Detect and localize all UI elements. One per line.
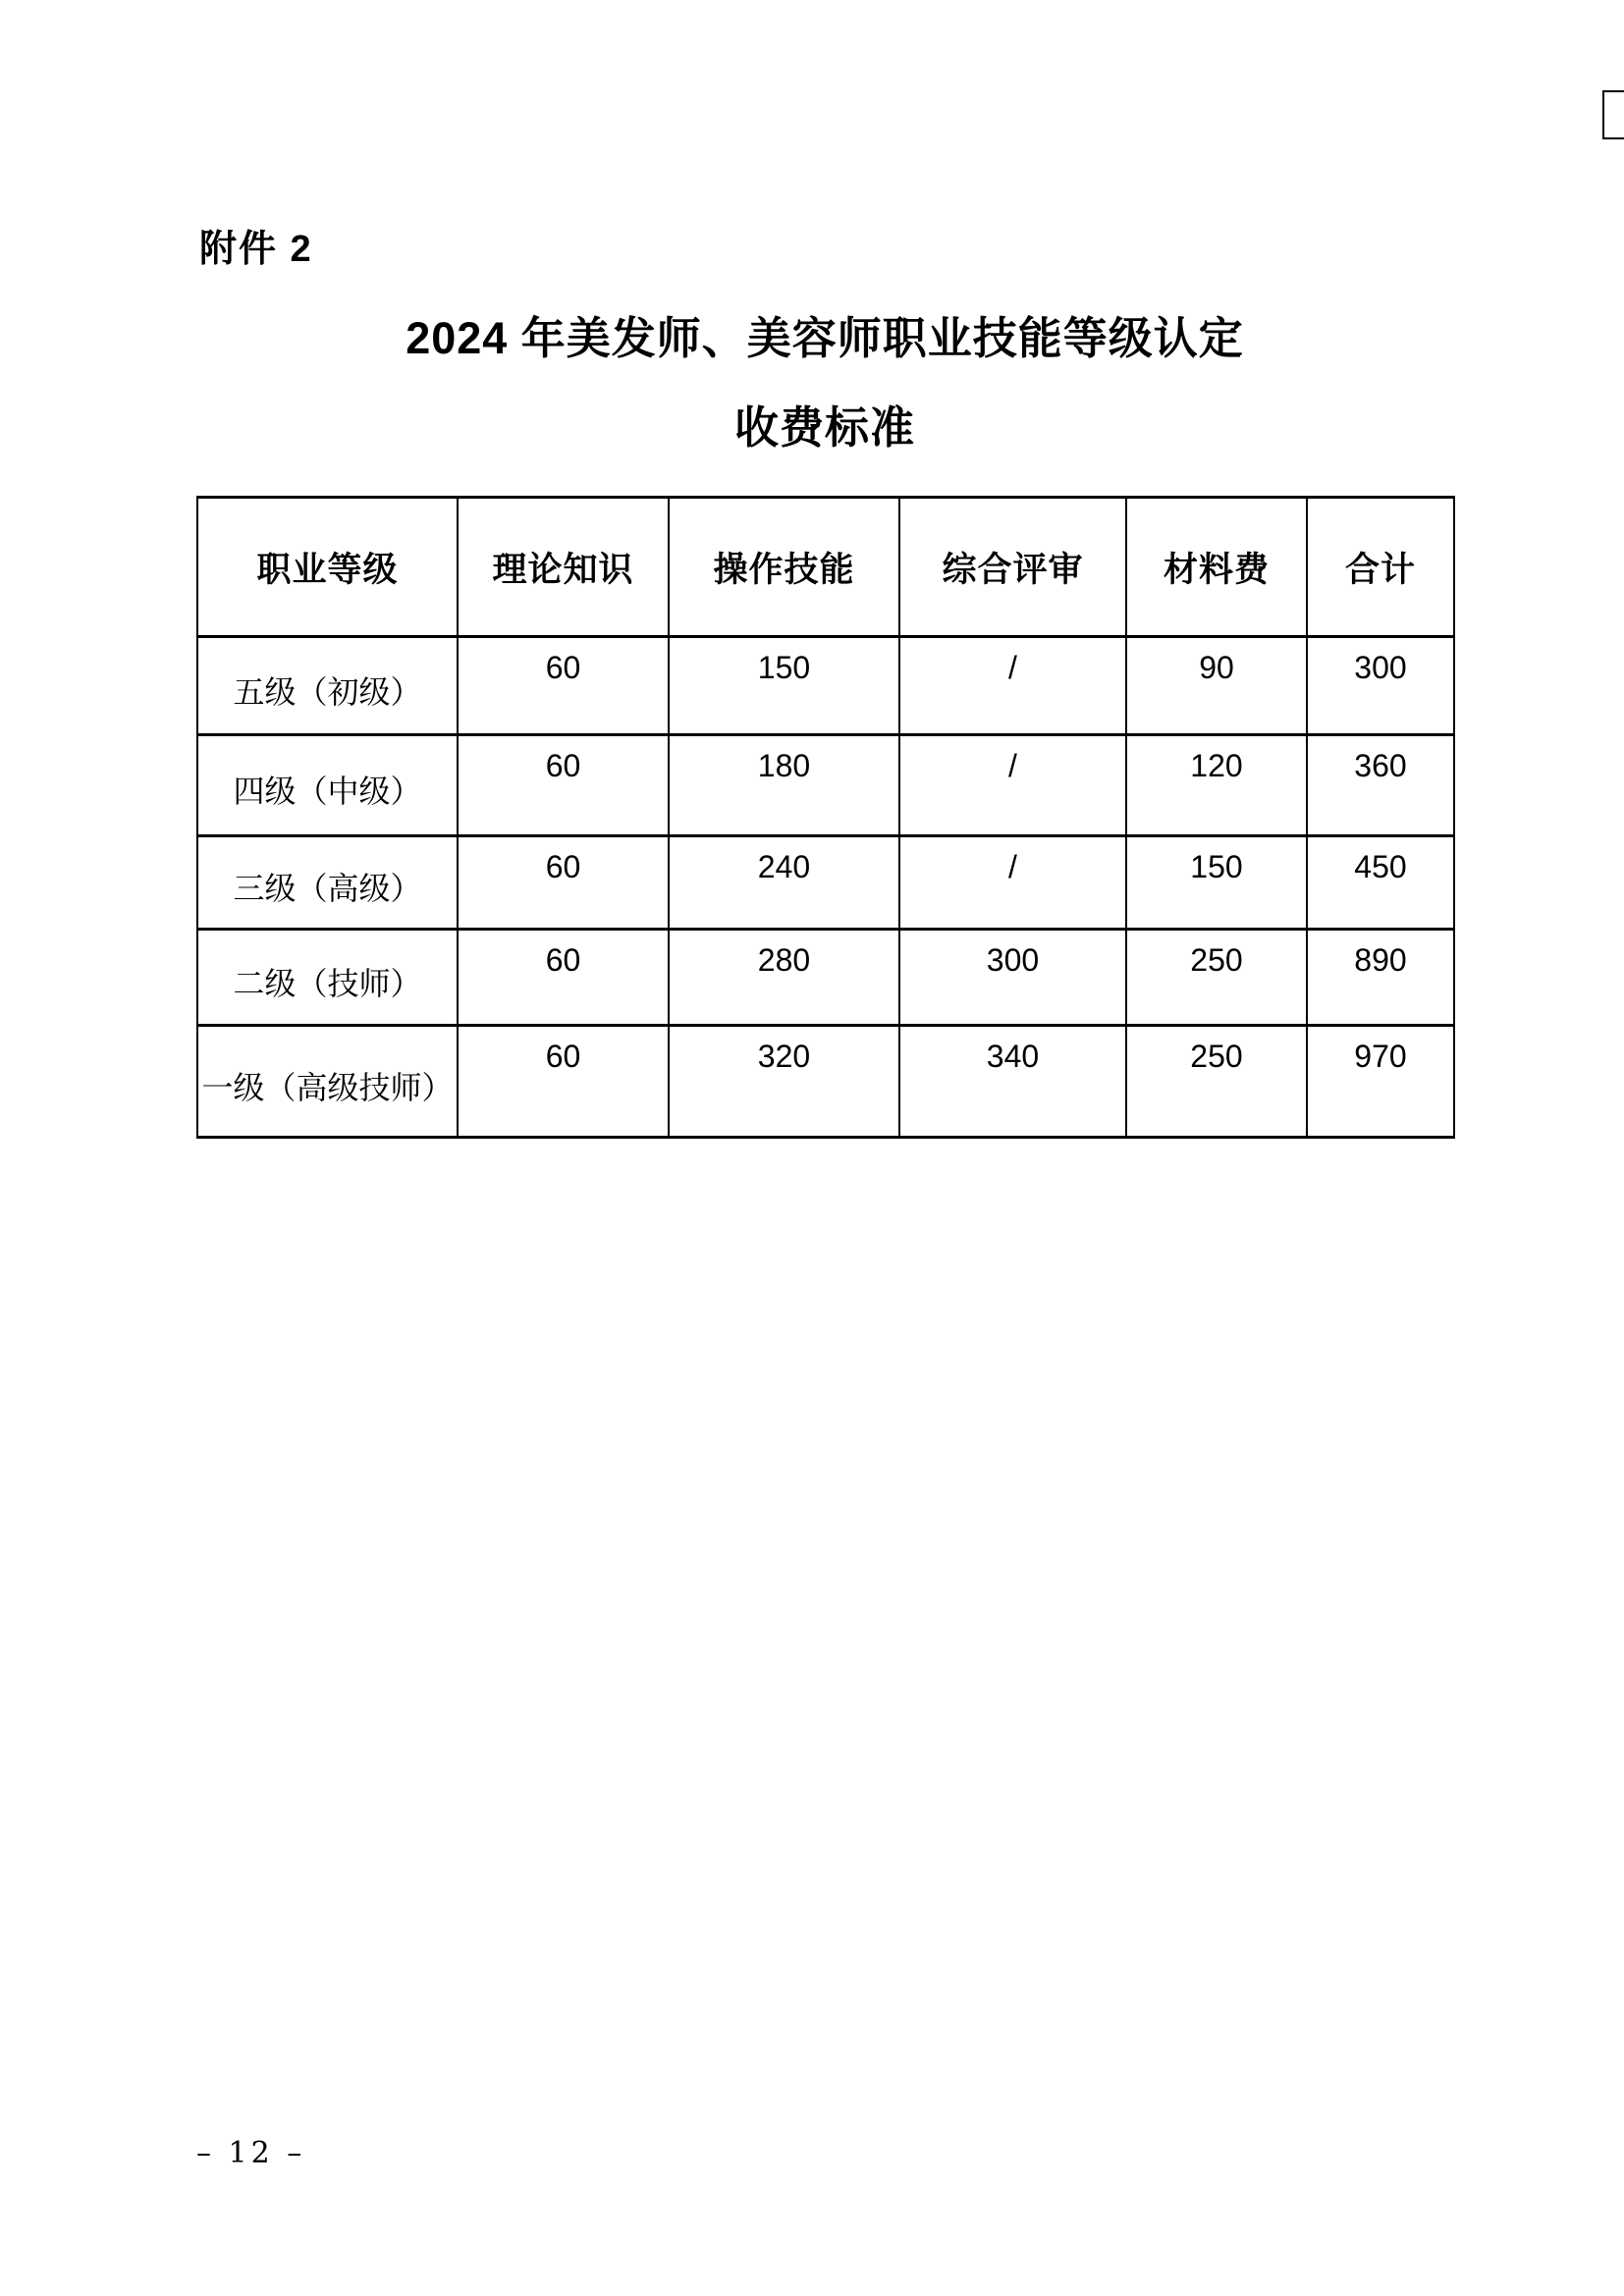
value-cell: /	[899, 836, 1126, 930]
value-cell: 340	[899, 1026, 1126, 1138]
corner-mark	[1602, 90, 1624, 139]
value-cell: 150	[669, 637, 899, 735]
value-cell: 250	[1126, 930, 1307, 1026]
value-cell: 450	[1307, 836, 1454, 930]
value-cell: 320	[669, 1026, 899, 1138]
header-comprehensive-review: 综合评审	[899, 498, 1126, 637]
value-cell: 360	[1307, 735, 1454, 836]
header-material-fee: 材料费	[1126, 498, 1307, 637]
title-line-2: 收费标准	[733, 402, 915, 453]
value-cell: 60	[458, 836, 669, 930]
value-cell: 90	[1126, 637, 1307, 735]
header-total: 合计	[1307, 498, 1454, 637]
value-cell: 280	[669, 930, 899, 1026]
header-theory-knowledge: 理论知识	[458, 498, 669, 637]
title-line-1: 2024 年美发师、美容师职业技能等级认定	[406, 313, 1244, 363]
level-cell: 一级（高级技师）	[197, 1026, 458, 1138]
table-row-level2	[197, 930, 1454, 1026]
header-operation-skill: 操作技能	[669, 498, 899, 637]
header-occupation-level: 职业等级	[197, 498, 458, 637]
value-cell: 120	[1126, 735, 1307, 836]
value-cell: 60	[458, 735, 669, 836]
page-number: – 12 –	[196, 2136, 306, 2170]
value-cell: 60	[458, 1026, 669, 1138]
attachment-label: 附件 2	[199, 229, 313, 270]
value-cell: 300	[899, 930, 1126, 1026]
value-cell: 60	[458, 930, 669, 1026]
level-cell: 五级（初级）	[197, 637, 458, 735]
value-cell: 60	[458, 637, 669, 735]
table-row-level5	[197, 637, 1454, 735]
value-cell: 240	[669, 836, 899, 930]
value-cell: 970	[1307, 1026, 1454, 1138]
level-cell: 三级（高级）	[197, 836, 458, 930]
value-cell: 300	[1307, 637, 1454, 735]
value-cell: 890	[1307, 930, 1454, 1026]
table-header-row	[197, 498, 1454, 637]
level-cell: 二级（技师）	[197, 930, 458, 1026]
table-row-level4	[197, 735, 1454, 836]
level-cell: 四级（中级）	[197, 735, 458, 836]
value-cell: /	[899, 735, 1126, 836]
table-row-level3	[197, 836, 1454, 930]
table-row-level1	[197, 1026, 1454, 1138]
value-cell: 150	[1126, 836, 1307, 930]
fee-table	[196, 496, 1455, 1139]
value-cell: 180	[669, 735, 899, 836]
value-cell: 250	[1126, 1026, 1307, 1138]
value-cell: /	[899, 637, 1126, 735]
